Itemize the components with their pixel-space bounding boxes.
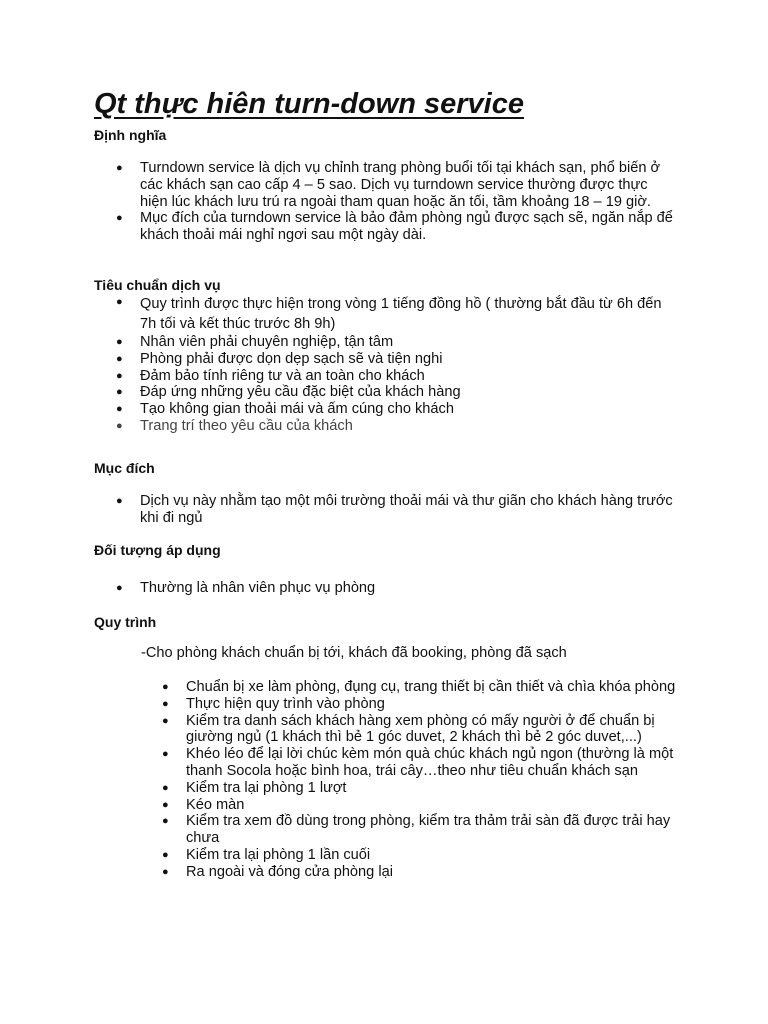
- heading-definition: Định nghĩa: [94, 127, 167, 143]
- heading-target: Đối tượng áp dụng: [94, 542, 221, 558]
- list-item: ● Kiểm tra lại phòng 1 lần cuối: [162, 847, 682, 864]
- list-item: ● Nhân viên phải chuyên nghiệp, tận tâm: [116, 334, 676, 351]
- list-item: ● Kiểm tra danh sách khách hàng xem phòng có mấy người ở để chuẩn bị giường ngủ (1 khách thì bẻ 1 góc duvet, 2 khách thì bẻ 2 góc duvet,...): [162, 713, 682, 747]
- standards-list: [116, 294, 676, 435]
- list-item: ● Kiểm tra xem đồ dùng trong phòng, kiểm tra thảm trải sàn đã được trải hay chưa: [162, 813, 682, 847]
- list-item: ● Thường là nhân viên phục vụ phòng: [116, 580, 676, 597]
- list-item: ● Kéo màn: [162, 797, 682, 814]
- list-item: ● Dịch vụ này nhằm tạo một môi trường thoải mái và thư giãn cho khách hàng trước khi đi ngủ: [116, 493, 676, 527]
- list-item: ● Đáp ứng những yêu cầu đặc biệt của khách hàng: [116, 384, 676, 401]
- list-item: ● Kiểm tra lại phòng 1 lượt: [162, 780, 682, 797]
- list-item: ● Tạo không gian thoải mái và ấm cúng cho khách: [116, 401, 676, 418]
- purpose-list: [116, 493, 676, 527]
- procedure-intro: -Cho phòng khách chuẩn bị tới, khách đã booking, phòng đã sạch: [141, 645, 567, 661]
- list-item: ● Turndown service là dịch vụ chỉnh trang phòng buổi tối tại khách sạn, phổ biến ở các khách sạn cao cấp 4 – 5 sao. Dịch vụ turndown service thường được thực hiện lúc khách lưu trú ra ngoài tham quan hoặc ăn tối, tầm khoảng 18 – 19 giờ.: [116, 160, 676, 210]
- list-item: ● Đảm bảo tính riêng tư và an toàn cho khách: [116, 368, 676, 385]
- page-title: Qt thực hiên turn-down service: [94, 88, 524, 120]
- heading-purpose: Mục đích: [94, 460, 155, 476]
- list-item: ● Chuẩn bị xe làm phòng, đụng cụ, trang thiết bị cần thiết và chìa khóa phòng: [162, 679, 682, 696]
- list-item: ● Thực hiện quy trình vào phòng: [162, 696, 682, 713]
- heading-procedure: Quy trình: [94, 614, 157, 630]
- list-item: ● Mục đích của turndown service là bảo đảm phòng ngủ được sạch sẽ, ngăn nắp để khách thoải mái nghỉ ngơi sau một ngày dài.: [116, 210, 676, 244]
- list-item: ● Khéo léo để lại lời chúc kèm món quà chúc khách ngủ ngon (thường là một thanh Socola hoặc bình hoa, trái cây…theo như tiêu chuẩn khách sạn: [162, 746, 682, 780]
- heading-standards: Tiêu chuẩn dịch vụ: [94, 277, 221, 293]
- definition-list: [116, 160, 676, 244]
- procedure-list: [162, 679, 682, 881]
- list-item: ● Ra ngoài và đóng cửa phòng lại: [162, 864, 682, 881]
- target-list: [116, 580, 676, 597]
- list-item: ● Phòng phải được dọn dẹp sạch sẽ và tiện nghi: [116, 351, 676, 368]
- list-item: ● Quy trình được thực hiện trong vòng 1 tiếng đồng hồ ( thường bắt đầu từ 6h đến 7h tối và kết thúc trước 8h 9h): [116, 294, 676, 334]
- list-item: ● Trang trí theo yêu cầu của khách: [116, 418, 676, 435]
